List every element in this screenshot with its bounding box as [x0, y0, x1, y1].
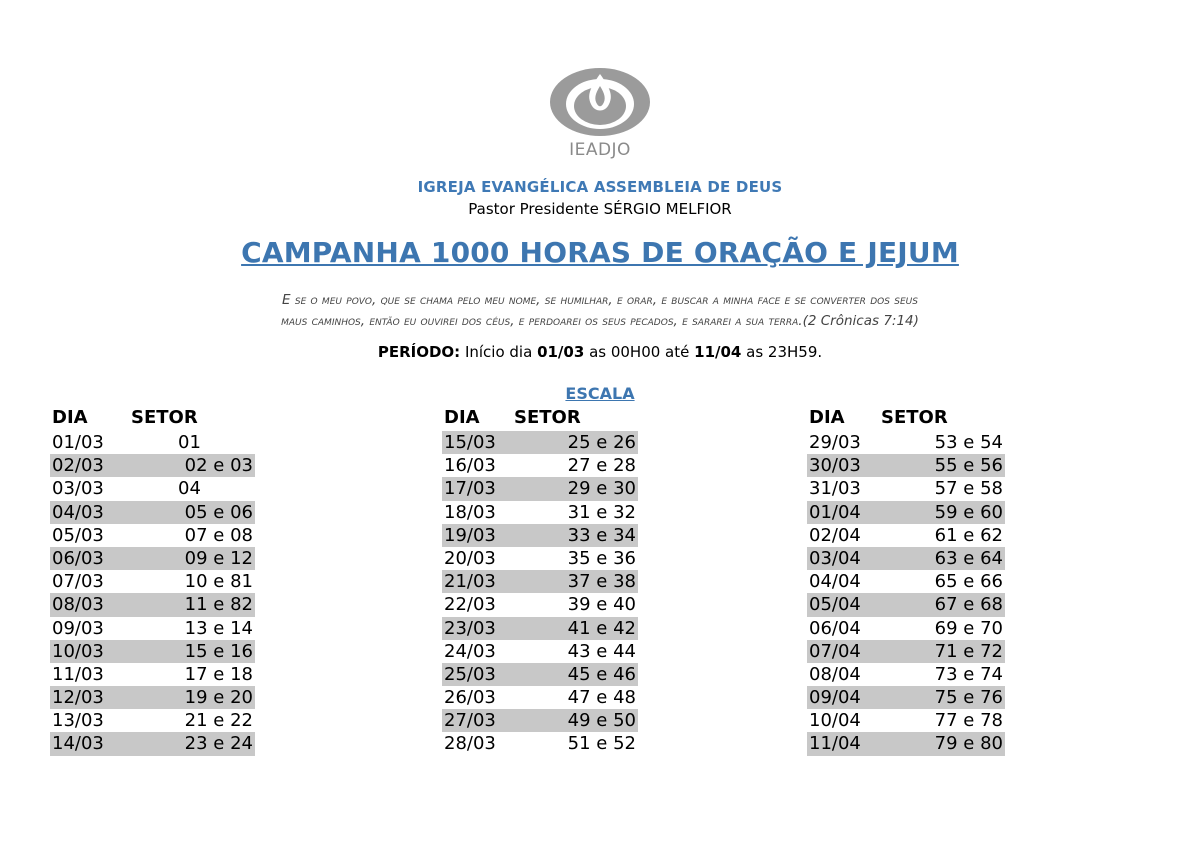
schedule-row: [50, 709, 255, 732]
period-text-3: as 23H59.: [741, 343, 823, 361]
row-dia: 14/03: [52, 733, 104, 755]
row-dia: 04/04: [809, 571, 861, 593]
row-dia: 03/04: [809, 547, 861, 569]
schedule-row: [807, 617, 1005, 640]
row-setor: 39 e 40: [567, 594, 636, 616]
schedule-row: [442, 570, 638, 593]
schedule-row: [50, 570, 255, 593]
row-setor: 05 e 06: [184, 501, 253, 523]
row-dia: 27/03: [444, 710, 496, 732]
schedule-row: [442, 477, 638, 500]
row-dia: 18/03: [444, 501, 496, 523]
row-dia: 24/03: [444, 640, 496, 662]
schedule-row: [442, 501, 638, 524]
row-dia: 09/04: [809, 687, 861, 709]
period-start: 01/03: [537, 343, 585, 361]
schedule-row: [442, 617, 638, 640]
row-dia: 30/03: [809, 455, 861, 477]
bible-verse: [110, 290, 1090, 332]
schedule-row: [807, 524, 1005, 547]
row-setor: 69 e 70: [934, 617, 1003, 639]
row-setor: 73 e 74: [934, 663, 1003, 685]
header-dia: DIA: [809, 407, 845, 428]
header-setor: SETOR: [514, 407, 581, 428]
row-dia: 05/04: [809, 594, 861, 616]
row-setor: 43 e 44: [567, 640, 636, 662]
schedule-header: [442, 407, 638, 431]
schedule-row: [50, 501, 255, 524]
row-setor: 57 e 58: [934, 478, 1003, 500]
header-setor: SETOR: [131, 407, 198, 428]
row-setor: 59 e 60: [934, 501, 1003, 523]
schedule-row: [50, 663, 255, 686]
schedule-row: [807, 431, 1005, 454]
row-dia: 02/03: [52, 455, 104, 477]
schedule-row: [807, 454, 1005, 477]
row-setor: 51 e 52: [567, 733, 636, 755]
row-setor: 37 e 38: [567, 571, 636, 593]
schedule-row: [807, 732, 1005, 755]
row-setor: 17 e 18: [184, 663, 253, 685]
flame-eye-icon: [548, 66, 652, 138]
schedule-row: [807, 593, 1005, 616]
schedule-title: ESCALA: [565, 384, 635, 403]
row-dia: 01/03: [52, 432, 104, 453]
row-setor: 23 e 24: [184, 733, 253, 755]
row-dia: 11/04: [809, 733, 861, 755]
row-dia: 12/03: [52, 687, 104, 709]
schedule-row: [50, 732, 255, 755]
row-dia: 11/03: [52, 663, 104, 685]
row-dia: 04/03: [52, 501, 104, 523]
schedule-row: [807, 547, 1005, 570]
row-setor: 33 e 34: [567, 524, 636, 546]
row-setor: 27 e 28: [567, 455, 636, 477]
row-dia: 06/03: [52, 547, 104, 569]
schedule-row: [50, 454, 255, 477]
row-dia: 08/03: [52, 594, 104, 616]
schedule-row: [442, 454, 638, 477]
period-text-2: as 00H00 até: [584, 343, 695, 361]
row-setor: 47 e 48: [567, 687, 636, 709]
row-setor: 53 e 54: [934, 432, 1003, 453]
period-label: PERÍODO:: [377, 343, 461, 361]
schedule-row: [807, 686, 1005, 709]
row-dia: 25/03: [444, 663, 496, 685]
schedule-row: [442, 732, 638, 755]
logo-text: IEADJO: [569, 140, 631, 160]
row-dia: 02/04: [809, 524, 861, 546]
verse-line-1: E se o meu povo, que se chama pelo meu nome, se humilhar, e orar, e buscar a minha face e se converter dos seus: [282, 292, 918, 308]
row-dia: 15/03: [444, 432, 496, 453]
row-setor: 04: [178, 478, 201, 500]
row-dia: 29/03: [809, 432, 861, 453]
row-dia: 13/03: [52, 710, 104, 732]
row-dia: 17/03: [444, 478, 496, 500]
row-setor: 41 e 42: [567, 617, 636, 639]
schedule-row: [442, 640, 638, 663]
header-setor: SETOR: [881, 407, 948, 428]
row-setor: 13 e 14: [184, 617, 253, 639]
row-setor: 75 e 76: [934, 687, 1003, 709]
row-setor: 49 e 50: [567, 710, 636, 732]
schedule-row: [807, 477, 1005, 500]
row-dia: 07/03: [52, 571, 104, 593]
schedule-column-1: [50, 407, 255, 756]
campaign-title: CAMPANHA 1000 HORAS DE ORAÇÃO E JEJUM: [241, 236, 959, 269]
schedule-row: [50, 640, 255, 663]
row-dia: 05/03: [52, 524, 104, 546]
row-setor: 35 e 36: [567, 547, 636, 569]
schedule-row: [50, 431, 255, 454]
period-end: 11/04: [694, 343, 742, 361]
row-dia: 26/03: [444, 687, 496, 709]
schedule-row: [50, 524, 255, 547]
schedule-row: [442, 709, 638, 732]
row-dia: 21/03: [444, 571, 496, 593]
row-setor: 10 e 81: [184, 571, 253, 593]
row-setor: 02 e 03: [184, 455, 253, 477]
schedule-row: [807, 501, 1005, 524]
row-dia: 03/03: [52, 478, 104, 500]
row-dia: 10/04: [809, 710, 861, 732]
row-setor: 67 e 68: [934, 594, 1003, 616]
row-setor: 09 e 12: [184, 547, 253, 569]
row-dia: 10/03: [52, 640, 104, 662]
row-dia: 08/04: [809, 663, 861, 685]
period-text-1: Início dia: [460, 343, 538, 361]
row-dia: 28/03: [444, 733, 496, 755]
header-dia: DIA: [52, 407, 88, 428]
row-setor: 07 e 08: [184, 524, 253, 546]
row-setor: 31 e 32: [567, 501, 636, 523]
schedule-row: [807, 570, 1005, 593]
schedule-row: [442, 524, 638, 547]
row-dia: 16/03: [444, 455, 496, 477]
row-dia: 01/04: [809, 501, 861, 523]
verse-reference: (2 Crônicas 7:14): [802, 313, 919, 329]
row-setor: 29 e 30: [567, 478, 636, 500]
row-setor: 11 e 82: [184, 594, 253, 616]
schedule-row: [442, 686, 638, 709]
row-setor: 19 e 20: [184, 687, 253, 709]
schedule-row: [50, 593, 255, 616]
row-setor: 61 e 62: [934, 524, 1003, 546]
row-dia: 19/03: [444, 524, 496, 546]
schedule-header: [50, 407, 255, 431]
schedule-row: [442, 663, 638, 686]
schedule-row: [807, 663, 1005, 686]
row-dia: 22/03: [444, 594, 496, 616]
row-dia: 23/03: [444, 617, 496, 639]
schedule-row: [442, 547, 638, 570]
schedule-row: [50, 617, 255, 640]
row-setor: 63 e 64: [934, 547, 1003, 569]
row-setor: 25 e 26: [567, 432, 636, 453]
schedule-header: [807, 407, 1005, 431]
row-setor: 77 e 78: [934, 710, 1003, 732]
church-name: IGREJA EVANGÉLICA ASSEMBLEIA DE DEUS: [417, 178, 783, 196]
row-dia: 07/04: [809, 640, 861, 662]
row-dia: 20/03: [444, 547, 496, 569]
header-dia: DIA: [444, 407, 480, 428]
row-dia: 06/04: [809, 617, 861, 639]
row-dia: 31/03: [809, 478, 861, 500]
verse-line-2: maus caminhos, então eu ouvirei dos céus, e perdoarei os seus pecados, e sararei a sua terra.: [281, 313, 803, 329]
schedule-row: [442, 593, 638, 616]
pastor-line: Pastor Presidente SÉRGIO MELFIOR: [468, 200, 732, 218]
row-setor: 55 e 56: [934, 455, 1003, 477]
period-line: [0, 343, 1200, 361]
schedule-row: [50, 547, 255, 570]
row-setor: 45 e 46: [567, 663, 636, 685]
schedule-column-3: [807, 407, 1005, 756]
schedule-row: [50, 686, 255, 709]
row-setor: 65 e 66: [934, 571, 1003, 593]
row-setor: 71 e 72: [934, 640, 1003, 662]
schedule-row: [442, 431, 638, 454]
schedule-column-2: [442, 407, 638, 756]
row-setor: 15 e 16: [184, 640, 253, 662]
row-setor: 79 e 80: [934, 733, 1003, 755]
row-setor: 21 e 22: [184, 710, 253, 732]
church-logo: [548, 66, 652, 162]
row-setor: 01: [178, 432, 201, 453]
schedule-row: [50, 477, 255, 500]
row-dia: 09/03: [52, 617, 104, 639]
schedule-row: [807, 640, 1005, 663]
schedule-row: [807, 709, 1005, 732]
